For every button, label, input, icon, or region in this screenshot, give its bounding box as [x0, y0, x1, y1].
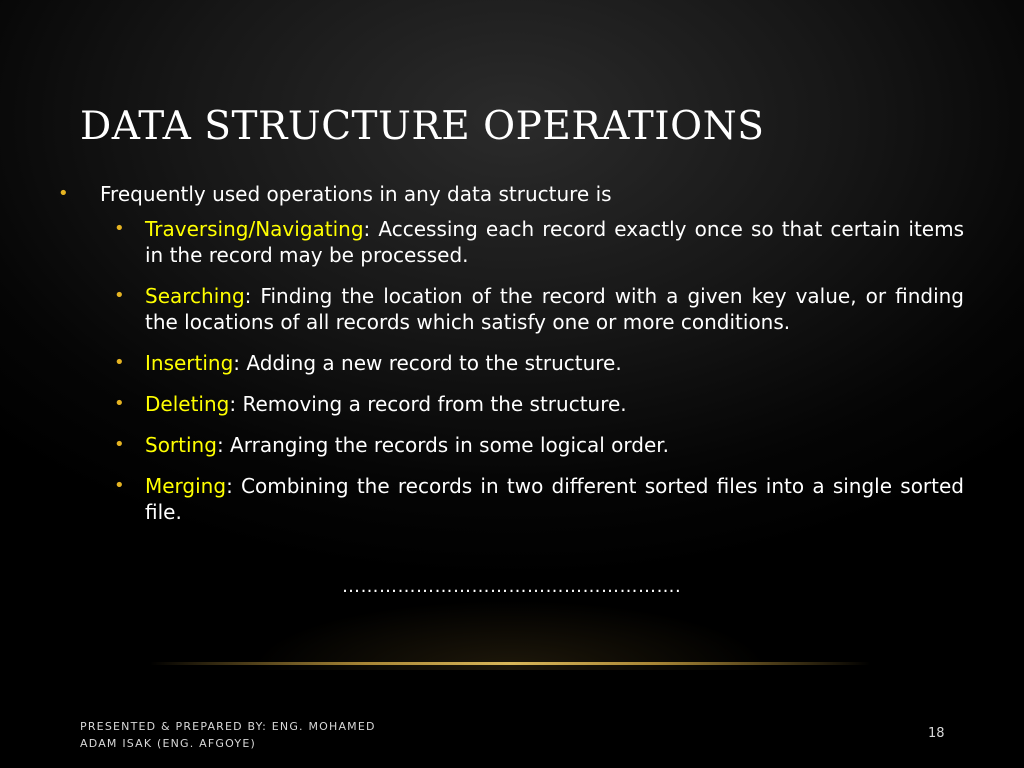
operation-separator: : [229, 392, 237, 416]
decorative-gold-line [150, 662, 870, 665]
operations-list [114, 216, 964, 525]
operation-separator: : [226, 474, 233, 498]
page-number: 18 [928, 726, 945, 741]
ellipsis-divider: ………………………………………………. [342, 576, 682, 597]
operation-item-traversing [114, 216, 964, 268]
footer-presenter: PRESENTED & PREPARED BY: ENG. MOHAMED ADAM ISAK (ENG. AFGOYE) [80, 720, 376, 750]
operation-term: Merging [145, 474, 227, 498]
operation-separator: : [233, 351, 241, 375]
operation-description: Accessing each record exactly once so that certain items in the record may be processed. [145, 217, 964, 267]
operation-description: Adding a new record to the structure. [240, 351, 622, 375]
operation-item-deleting [114, 391, 964, 417]
operation-term: Sorting [145, 433, 217, 457]
operation-term: Traversing/Navigating [145, 217, 364, 241]
bullet-icon: • [58, 183, 69, 204]
operation-description: Removing a record from the structure. [236, 392, 627, 416]
operation-term: Deleting [145, 392, 230, 416]
slide-title: DATA STRUCTURE OPERATIONS [80, 104, 765, 149]
operation-item-searching [114, 283, 964, 335]
bullet-icon: • [114, 434, 125, 455]
slide-content [58, 180, 964, 540]
bullet-icon: • [114, 393, 125, 414]
operation-description: Combining the records in two different sorted files into a single sorted file. [145, 474, 964, 524]
decorative-glow [250, 600, 770, 670]
operation-description: Finding the location of the record with a given key value, or finding the locations of all records which satisfy one or more conditions. [145, 284, 964, 334]
intro-bullet [58, 180, 964, 208]
operation-separator: : [363, 217, 371, 241]
bullet-icon: • [114, 285, 125, 306]
operation-item-inserting [114, 350, 964, 376]
bullet-icon: • [114, 218, 125, 239]
bullet-icon: • [114, 475, 125, 496]
operation-separator: : [216, 433, 224, 457]
operation-term: Searching [145, 284, 245, 308]
operation-item-sorting [114, 432, 964, 458]
operation-separator: : [244, 284, 252, 308]
intro-text: Frequently used operations in any data structure is [100, 182, 612, 206]
operation-term: Inserting [145, 351, 234, 375]
bullet-icon: • [114, 352, 125, 373]
operation-item-merging [114, 473, 964, 525]
operation-description: Arranging the records in some logical order. [223, 433, 670, 457]
